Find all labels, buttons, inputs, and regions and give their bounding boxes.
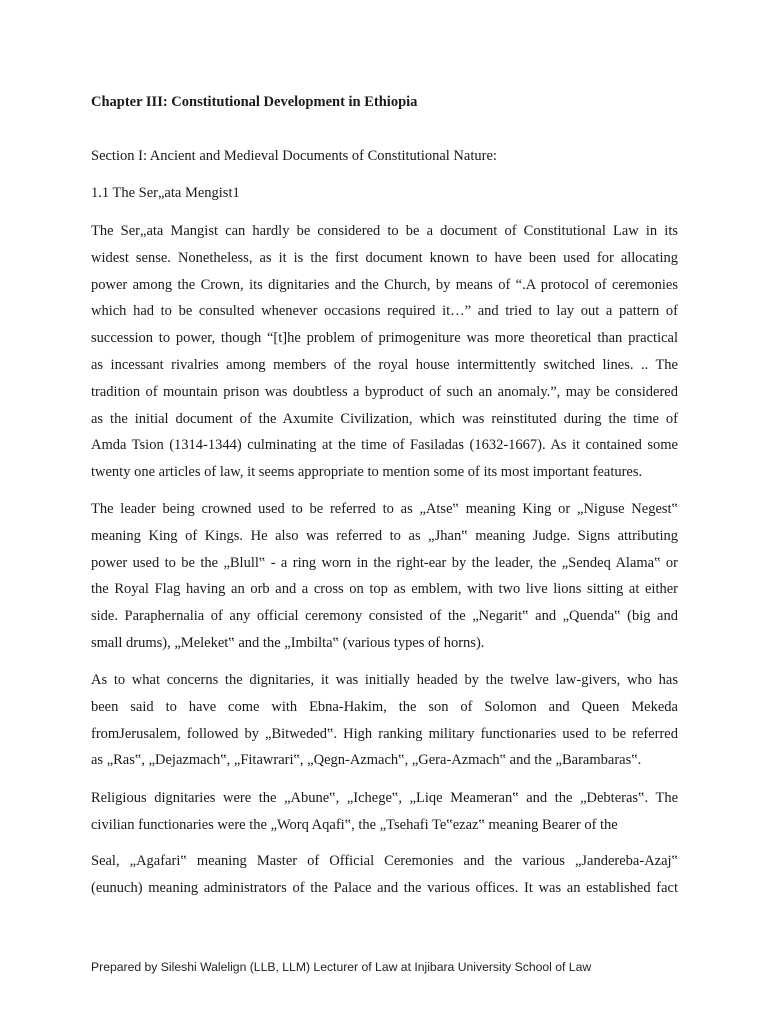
- paragraph-line: Amda Tsion (1314-1344) culminating at the time of Fasiladas (1632-1667). As it contained some: [91, 437, 678, 454]
- paragraph-line: Seal, „Agafari‟ meaning Master of Official Ceremonies and the various „Jandereba-Azaj‟: [91, 853, 678, 869]
- paragraph-line: Religious dignitaries were the „Abune‟, „Ichege‟, „Liqe Meameran‟ and the „Debteras‟. The: [91, 790, 678, 806]
- paragraph-4: [91, 785, 678, 839]
- paragraph-line: (eunuch) meaning administrators of the Palace and the various offices. It was an established fact: [91, 879, 678, 896]
- paragraph-line: fromJerusalem, followed by „Bitweded‟. High ranking military functionaries used to be referred: [91, 725, 678, 742]
- paragraph-line: twenty one articles of law, it seems appropriate to mention some of its most important features.: [91, 464, 643, 481]
- paragraph-line: The leader being crowned used to be referred to as „Atse‟ meaning King or „Niguse Negest‟: [91, 501, 678, 517]
- paragraph-2: [91, 496, 678, 657]
- paragraph-line: power among the Crown, its dignitaries and the Church, by means of “.A protocol of ceremonies: [91, 276, 678, 293]
- paragraph-5: [91, 848, 678, 902]
- paragraph-line: power used to be the „Blull‟ - a ring worn in the right-ear by the leader, the „Sendeq Alama‟ or: [91, 554, 678, 571]
- paragraph-line: tradition of mountain prison was doubtless a byproduct of such an anomaly.”, may be considered: [91, 383, 678, 400]
- paragraph-line: as incessant rivalries among members of the royal house intermittently switched lines. .. The: [91, 356, 678, 373]
- paragraph-line: As to what concerns the dignitaries, it was initially headed by the twelve law-givers, who has: [91, 672, 678, 688]
- paragraph-line: side. Paraphernalia of any official ceremony consisted of the „Negarit‟ and „Quenda‟ (big and: [91, 608, 678, 625]
- subsection-heading: 1.1 The Ser„ata Mengist1: [91, 185, 240, 201]
- paragraph-line: widest sense. Nonetheless, as it is the first document known to have been used for allocating: [91, 249, 678, 266]
- paragraph-line: civilian functionaries were the „Worq Aqafi‟, the „Tsehafi Te‟ezaz‟ meaning Bearer of the: [91, 816, 618, 833]
- paragraph-line: The Ser„ata Mangist can hardly be considered to be a document of Constitutional Law in its: [91, 223, 678, 239]
- paragraph-line: meaning King of Kings. He also was referred to as „Jhan‟ meaning Judge. Signs attributing: [91, 527, 678, 544]
- paragraph-line: small drums), „Meleket‟ and the „Imbilta‟ (various types of horns).: [91, 634, 485, 651]
- chapter-title: Chapter III: Constitutional Development in Ethiopia: [91, 94, 418, 110]
- paragraph-line: which had to be consulted whenever occasions required it…” and tried to lay out a pattern of: [91, 303, 678, 320]
- paragraph-line: as the initial document of the Axumite Civilization, which was reinstituted during the time of: [91, 410, 678, 427]
- paragraph-line: succession to power, though “[t]he problem of primogeniture was more theoretical than practical: [91, 330, 678, 347]
- page-footer: Prepared by Sileshi Walelign (LLB, LLM) Lecturer of Law at Injibara University School of Law: [91, 960, 592, 974]
- paragraph-line: as „Ras‟, „Dejazmach‟, „Fitawrari‟, „Qegn-Azmach‟, „Gera-Azmach‟ and the „Barambaras‟.: [91, 752, 642, 769]
- paragraph-1: [91, 218, 678, 486]
- paragraph-line: been said to have come with Ebna-Hakim, the son of Solomon and Queen Mekeda: [91, 698, 678, 715]
- paragraph-3: [91, 667, 678, 774]
- paragraph-line: the Royal Flag having an orb and a cross on top as emblem, with two live lions sitting at either: [91, 581, 678, 598]
- section-heading: Section I: Ancient and Medieval Documents of Constitutional Nature:: [91, 148, 497, 164]
